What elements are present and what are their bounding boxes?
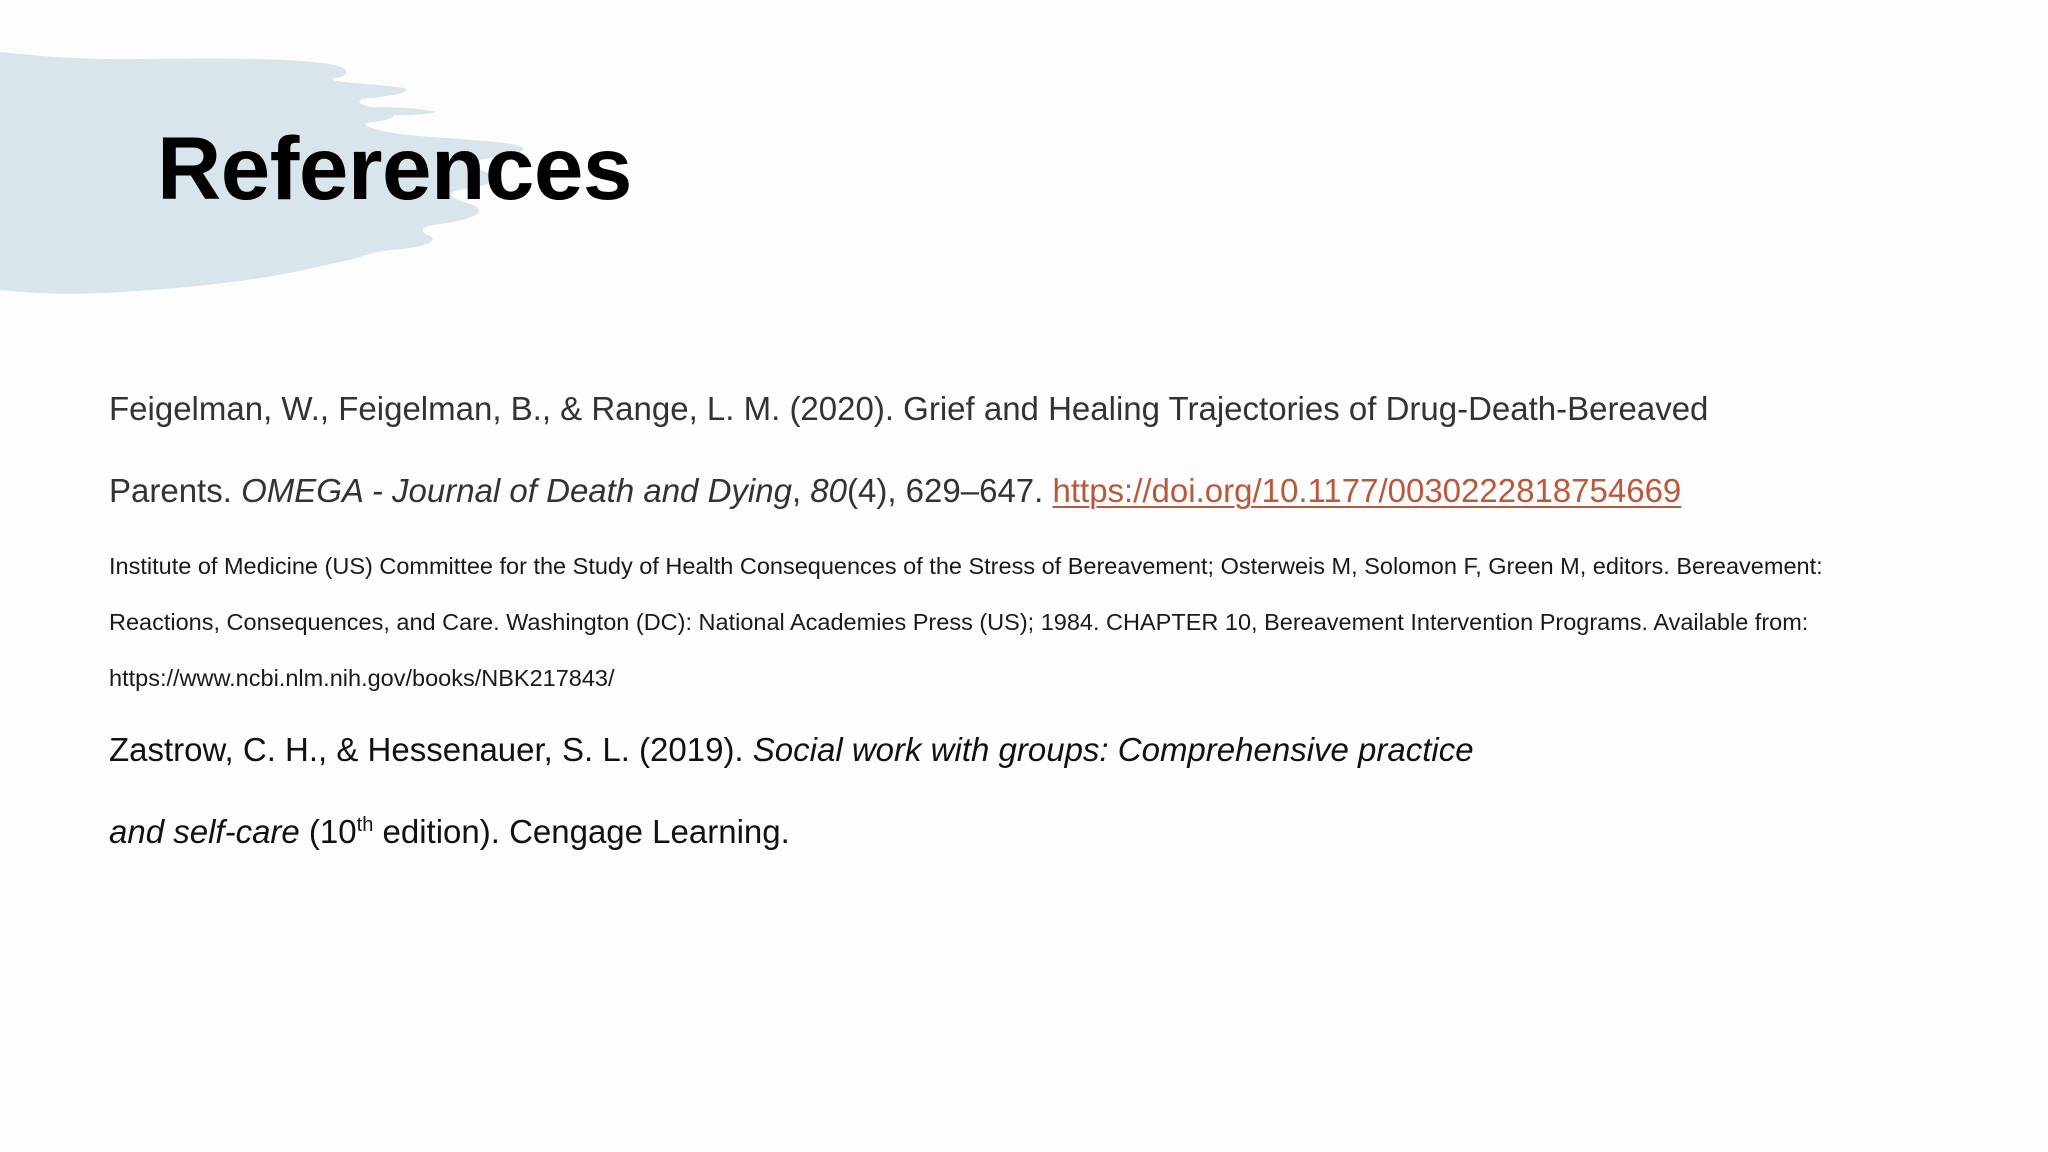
journal-volume: 80 [810,472,848,509]
reference-url: https://www.ncbi.nlm.nih.gov/books/NBK217843/ [109,665,615,691]
reference-line: Institute of Medicine (US) Committee for the Study of Health Consequences of the Stress of Bereavement; Osterweis M, Solomon F, Green M, editors. Bereavement: [109,553,1823,579]
reference-line [109,709,1474,791]
reference-line [109,368,1708,450]
reference-institute-of-medicine [109,538,1823,706]
doi-link[interactable]: https://doi.org/10.1177/0030222818754669 [1052,472,1682,509]
reference-text: (4), 629–647. [847,472,1053,509]
brush-stroke-streak [360,107,436,115]
book-title: Social work with groups: Comprehensive practice [752,731,1474,768]
reference-text: (10 [299,813,357,850]
reference-text: Feigelman, W., Feigelman, B., & Range, L. M. (2020). Grief and Healing Trajectories of Drug-Death-Bereaved [109,390,1709,427]
book-title: and self-care [109,813,300,850]
reference-line [109,791,1474,873]
page-title: References [157,118,632,218]
reference-text: Parents. [109,472,242,509]
reference-text: Zastrow, C. H., & Hessenauer, S. L. (2019). [109,731,753,768]
reference-line [109,450,1708,532]
reference-zastrow [109,709,1474,873]
edition-superscript: th [356,814,374,836]
reference-feigelman [109,368,1708,532]
reference-line: Reactions, Consequences, and Care. Washington (DC): National Academies Press (US); 1984. CHAPTER 10, Bereavement Intervention Programs. Available from: [109,609,1809,635]
reference-text: edition). Cengage Learning. [373,813,790,850]
reference-text: , [791,472,811,509]
journal-title: OMEGA - Journal of Death and Dying [241,472,792,509]
